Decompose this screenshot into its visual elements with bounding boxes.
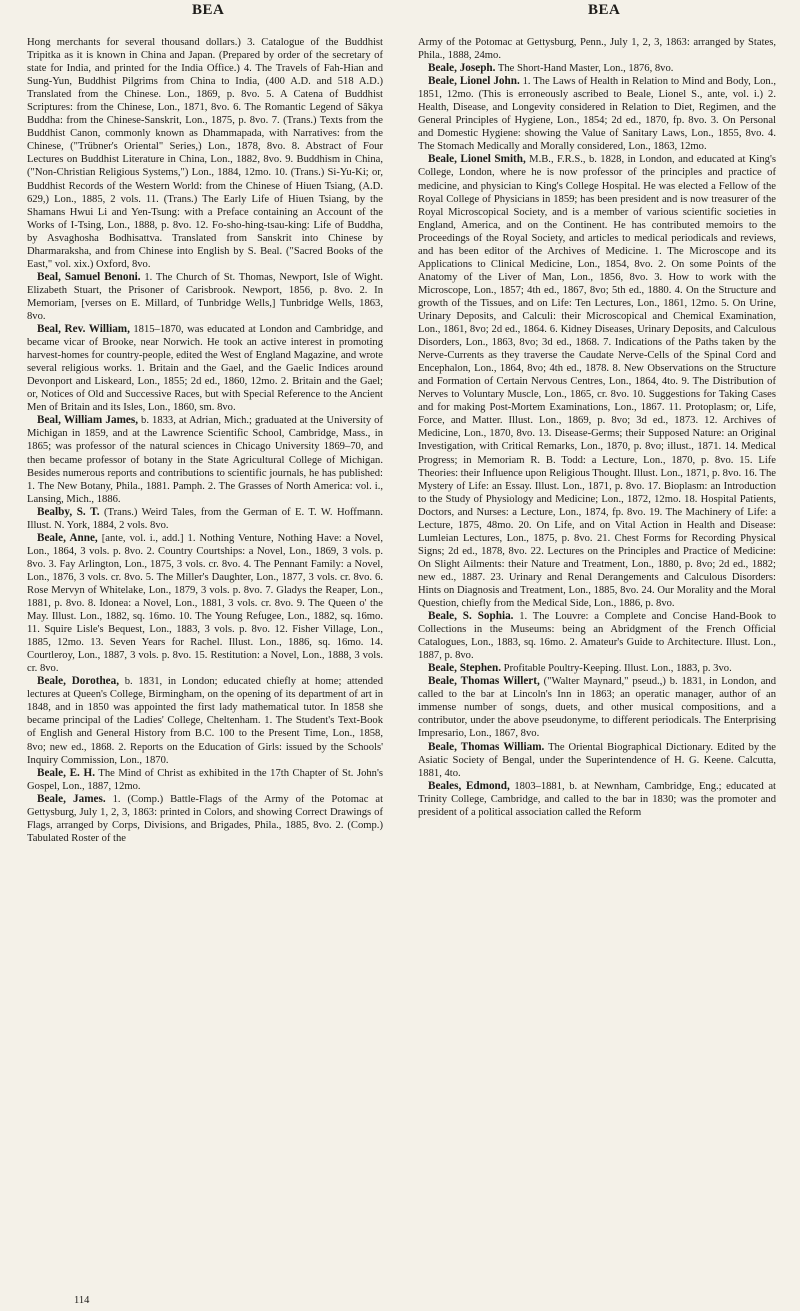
entry-headword: Beale, S. Sophia. — [428, 610, 514, 623]
dictionary-entry — [418, 610, 776, 662]
dictionary-entry — [27, 414, 383, 505]
dictionary-entry — [418, 741, 776, 780]
entry-headword: Beal, William James, — [37, 414, 139, 427]
entry-headword: Beale, E. H. — [37, 766, 96, 779]
dictionary-entry — [418, 675, 776, 740]
entry-headword: Beale, Lionel Smith, — [428, 153, 526, 166]
entry-headword: Beale, Anne, — [37, 531, 98, 544]
entry-text: [ante, vol. i., add.] 1. Nothing Venture, Nothing Have: a Novel, Lon., 1864, 3 vols. p. 8vo. 2. Country Courtships: a Novel, Lon., 1869, 3 vols. p. 8vo. 3. Fay Arlington, Lon., 1875, 3 vols. cr. 8vo. 4. The Pennant Family: a Novel, Lon., 1876, 3 vols. cr. 8vo. 5. The Miller's Daughter, Lon., 1877, 3 vols. cr. 8vo. 6. Rose Mervyn of Whitelake, Lon., 1879, 3 vols. p. 8vo. 7. Gladys the Reaper, Lon., 1881, p. 8vo. 8. Idonea: a Novel, Lon., 1881, 3 vols. cr. 8vo. 9. The Queen o' the May. Illust. Lon., 1882, sq. 16mo. 10. The Young Refugee, Lon., 1882, sq. 16mo. 11. Squire Lisle's Bequest, Lon., 1883, 3 vols. p. 8vo. 12. Fisher Village, Lon., 1885, 12mo. 13. Seven Years for Rachel. Illust. Lon., 1886, sq. 16mo. 14. Courtleroy, Lon., 1887, 3 vols. p. 8vo. 15. Restitution: a Novel, Lon., 1888, 3 vols. cr. 8vo. — [27, 532, 383, 675]
page-number: 114 — [74, 1295, 90, 1306]
right-column — [418, 36, 776, 819]
entry-headword: Beale, Lionel John. — [428, 75, 520, 88]
dictionary-entry — [418, 153, 776, 610]
entry-text: ("Walter Maynard," pseud.,) b. 1831, in London, and called to the bar at Lincoln's Inn in 1863; an operatic manager, author of an immense number of songs, duets, and other musical compositions, and a contributor, under the above pseudonyme, to different periodicals. The Enterprising Impresario, Lon., 1867, 8vo. — [418, 676, 777, 740]
entry-headword: Beal, Rev. William, — [37, 323, 130, 336]
dictionary-entry — [27, 532, 383, 676]
entry-text: Hong merchants for several thousand dollars.) 3. Catalogue of the Buddhist Tripitka as it is known in China and Japan. (Prepared by order of the secretary of state for India, and printed for the India Office.) 4. The Travels of Fah-Hian and Sung-Yun, Buddhist Pilgrims from China to India, (400 A.D. and 518 A.D.) Translated from the Chinese. Lon., 1869, p. 8vo. 5. A Catena of Buddhist Scriptures: from the Chinese, Lon., 1871, 8vo. 6. The Romantic Legend of Sâkya Buddha: from the Chinese-Sanskrit, Lon., 1875, p. 8vo. 7. (Trans.) Texts from the Buddhist Canon, commonly known as Dhammapada, with Narratives: from the Chinese, ("Trübner's Oriental" Series,) Lon., 1878, 8vo. 8. Abstract of Four Lectures on Buddhist Literature in China, Lon., 1882, 8vo. 9. Buddhism in China, ("Non-Christian Religious Systems,") Lon., 1884, 12mo. 10. (Trans.) Si-Yu-Ki; or, Buddhist Records of the Western World: from the Chinese of Hiuen Tsiang, (A.D. 629,) Lon., 1885, 2 vols. 11. (Trans.) The Early Life of Hiuen Tsiang, by the Shamans Hwui Li and Yen-Tsung: with a Preface containing an Account of the Works of I-Tsing, Lon., 1888, p. 8vo. 12. Fo-sho-hing-tsau-king: Life of Buddha, by Asvaghosha Bodhisattva. Translated from Sanskrit into Chinese by Dharmaraksha, and from Chinese into English by S. Beal. ("Sacred Books of the East," vol. xix.) Oxford, 8vo. — [27, 37, 383, 270]
dictionary-entry — [418, 75, 776, 153]
dictionary-entry — [418, 662, 776, 675]
entry-text: 1. The Laws of Health in Relation to Mind and Body, Lon., 1851, 12mo. (This is erroneously ascribed to Beale, Lionel S., ante, vol. i.) 2. Health, Disease, and Longevity considered in Relation to Diet, Regimen, and the General Principles of Hygiene, Lon., 1854; 2d ed., 1870, fp. 8vo. 3. On Personal and Domestic Hygiene: showing the Value of Sanitary Laws, Lon., 1855, 8vo. 4. The Stomach Medically and Morally considered, Lon., 1863, 12mo. — [418, 76, 777, 153]
entry-text: The Oriental Biographical Dictionary. Edited by the Asiatic Society of Bengal, under the Superintendence of H. G. Keene. Calcutta, 1881, 4to. — [418, 741, 776, 779]
dictionary-entry — [418, 36, 776, 62]
dictionary-entry — [27, 767, 383, 793]
left-column — [27, 36, 383, 845]
running-head-left: BEA — [192, 2, 225, 18]
entry-headword: Beale, Dorothea, — [37, 675, 120, 688]
dictionary-entry — [27, 36, 383, 271]
dictionary-entry — [418, 780, 776, 819]
entry-text: 1. The Church of St. Thomas, Newport, Isle of Wight. Elizabeth Stuart, the Prisoner of Carisbrook. Newport, 1856, p. 8vo. 2. In Memoriam, [verses on E. Millard, of Tunbridge Wells,] Tunbridge Wells, 1863, 8vo. — [27, 271, 383, 322]
entry-text: Profitable Poultry-Keeping. Illust. Lon., 1883, p. 3vo. — [501, 663, 732, 675]
entry-text: (Trans.) Weird Tales, from the German of E. T. W. Hoffmann. Illust. N. York, 1884, 2 vols. 8vo. — [27, 506, 384, 531]
running-head — [0, 2, 800, 28]
entry-headword: Beal, Samuel Benoni. — [37, 270, 141, 283]
entry-text: Army of the Potomac at Gettysburg, Penn., July 1, 2, 3, 1863: arranged by States, Phila., 1888, 24mo. — [418, 37, 776, 62]
entry-headword: Beale, Thomas Willert, — [428, 675, 540, 688]
dictionary-entry — [27, 793, 383, 845]
dictionary-entry — [27, 323, 383, 414]
entry-text: 1803–1881, b. at Newnham, Cambridge, Eng.; educated at Trinity College, Cambridge, and called to the bar in 1830; was the promoter and president of a political association called the Reform — [418, 780, 776, 818]
entry-text: 1815–1870, was educated at London and Cambridge, and became vicar of Brooke, near Norwich. He took an active interest in promoting harvest-homes for country-people, edited the West of England Magazine, and wrote several religious works. 1. Britain and the Gael, and the Gaelic Indices around Devonport and Liskeard, Lon., 1855; 2d ed., 1860, 12mo. 2. Britain and the Gael; or, Notices of Old and Successive Races, but with Special Reference to the Ancient Men of Britain and its Isles, Lon., 1860, sm. 8vo. — [27, 324, 383, 414]
dictionary-entry — [27, 271, 383, 323]
entry-text: 1. The Louvre: a Complete and Concise Hand-Book to Collections in the Museums: being an Abridgment of the French Official Catalogues, Lon., 1883, sq. 16mo. 2. Amateur's Guide to Architecture. Illust. Lon., 1887, p. 8vo. — [418, 611, 777, 662]
entry-text: b. 1833, at Adrian, Mich.; graduated at the University of Michigan in 1859, and at the Lawrence Scientific School, Cambridge, Mass., in 1865; was professor of the natural sciences in Chicago University 1869–70, and then became professor of botany in the State Agricultural College of Michigan. Besides numerous reports and contributions to scientific journals, he has published: 1. The New Botany, Phila., 1881. Pamph. 2. The Grasses of North America: vol. i., Lansing, Mich., 1886. — [27, 415, 384, 505]
dictionary-entry — [27, 506, 383, 532]
entry-text: M.B., F.R.S., b. 1828, in London, and educated at King's College, London, where he is now professor of the principles and practice of medicine, and physician to King's College Hospital. He was elected a Fellow of the Royal College of Physicians in 1859; has been president and is now treasurer of the Royal Microscopical Society, and is a member of various scientific societies in England, America, and on the Continent. He has contributed memoirs to the Proceedings of the Royal Society, and articles to medical periodicals and reviews, and has been editor of the Archives of Medicine. 1. The Microscope and its Applications to Clinical Medicine, Lon., 1854, 8vo. 2. On some Points of the Anatomy of the Liver of Man, Lon., 1856, 8vo. 3. How to work with the Microscope, Lon., 1857; 4th ed., 1867, 8vo; 5th ed., 1880. 4. On the Structure and growth of the Tissues, and on Life: Ten Lectures, Lon., 1861, 12mo. 5. On Urine, Urinary Deposits, and Calculi: their Microscopical and Chemical Examination, Lon., 1861, 8vo; 2d ed., 1864. 6. Kidney Diseases, Urinary Deposits, and Calculous Disorders, Lon., 1863, 8vo; 3d ed., 1868. 7. Indications of the Paths taken by the Nerve-Currents as they traverse the Caudate Nerve-Cells of the Spinal Cord and Encephalon, Lon., 1864, 8vo; 4th ed., 1878. 8. New Observations on the Structure and Formation of Certain Nervous Centres, Lon., 1864, 4to. 9. The Distribution of Nerves to Voluntary Muscle, Lon., 1865, cr. 8vo. 10. Suggestions for Taking Cases and for making Post-Mortem Examinations, Lon., 1867. 11. Protoplasm; or, Life, Force, and Matter. Illust. Lon., 1869, p. 8vo; 3d ed., 1873. 12. Archives of Medicine, Lon., 1870, 8vo. 13. Disease-Germs; their Supposed Nature: an Original Investigation, with Critical Remarks, Lon., 1870, p. 8vo; illust., 1871. 14. Medical Progress; in Memoriam R. B. Todd: a Lecture, Lon., 1870, p. 8vo. 15. Life Theories: their Influence upon Religious Thought. Illust. Lon., 1871, p. 8vo. 16. The Mystery of Life: an Essay. Illust. Lon., 1871, p. 8vo. 17. Bioplasm: an Introduction to the Study of Physiology and Medicine; Lon., 1872, 12mo. 18. Hospital Patients, Doctors, and Nurses: a Lecture, Lon., 1874, fp. 8vo. 19. The Machinery of Life: a Lecture, 1875, 48mo. 20. On Life, and on Vital Action in Health and Disease: Lumleian Lectures, Lon., 1875, p. 8vo. 21. Chest Forms for Recording Physical Signs; 2d ed., 1878, 8vo. 22. Lectures on the Principles and Practice of Medicine: On Slight Ailments: their Nature and Treatment, Lon., 1880, p. 8vo; 2d ed., 1882; new ed., 1887. 23. Urinary and Renal Derangements and Calculous Disorders: Hints on Diagnosis and Treatment, Lon., 1885, 8vo. 24. Our Morality and the Moral Question, chiefly from the Medical Side, Lon., 1886, p. 8vo. — [418, 154, 776, 610]
entry-headword: Beale, James. — [37, 792, 106, 805]
entry-text: The Mind of Christ as exhibited in the 17th Chapter of St. John's Gospel, Lon., 1887, 12mo. — [27, 767, 383, 792]
entry-headword: Beale, Joseph. — [428, 62, 496, 75]
entry-headword: Bealby, S. T. — [37, 505, 100, 518]
entry-headword: Beale, Stephen. — [428, 662, 502, 675]
entry-text: The Short-Hand Master, Lon., 1876, 8vo. — [495, 63, 674, 75]
entry-text: 1. (Comp.) Battle-Flags of the Army of the Potomac at Gettysburg, July 1, 2, 3, 1863: printed in Colors, and showing Correct Drawings of Flags, arranged by Corps, Divisions, and Brigades, Phila., 1885, 8vo. 2. (Comp.) Tabulated Roster of the — [27, 793, 384, 844]
dictionary-entry — [27, 675, 383, 766]
entry-text: b. 1831, in London; educated chiefly at home; attended lectures at Queen's College, Birmingham, on the opening of its department of art in 1848, and in 1850 was appointed the first lady mathematical tutor. In 1858 she became principal of the Ladies' College, Cheltenham. 1. The Student's Text-Book of English and General History from B.C. 100 to the Present Time, Lon., 1858, 8vo; new ed., 1868. 2. Reports on the Education of Girls: issued by the Schools' Inquiry Commission, Lon., 1870. — [27, 676, 383, 766]
running-head-right: BEA — [588, 2, 621, 18]
entry-headword: Beale, Thomas William. — [428, 740, 545, 753]
dictionary-entry — [418, 62, 776, 75]
entry-headword: Beales, Edmond, — [428, 779, 510, 792]
